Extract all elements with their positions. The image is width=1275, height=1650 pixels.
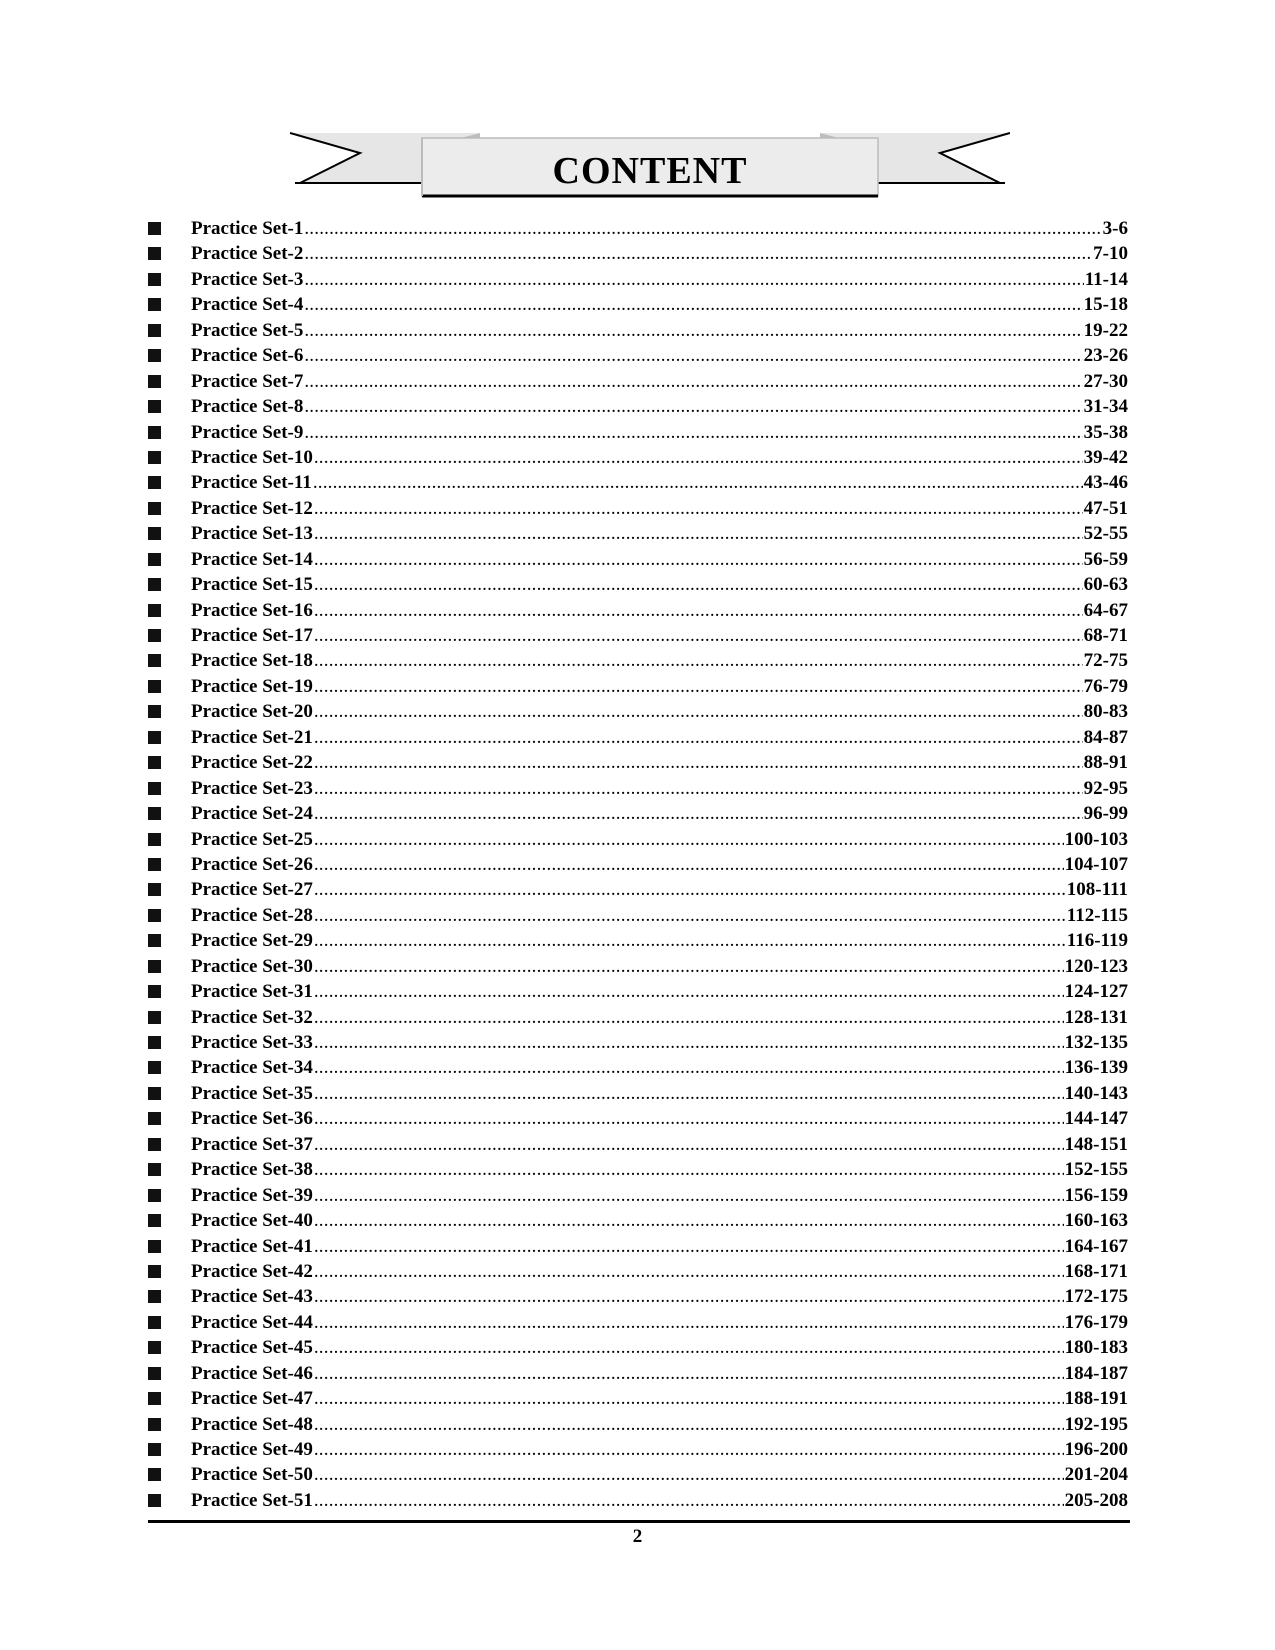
- square-bullet-icon: [148, 578, 161, 591]
- square-bullet-icon: [148, 756, 161, 769]
- toc-entry-label: Practice Set-31: [191, 981, 313, 1003]
- square-bullet-icon: [148, 629, 161, 642]
- toc-entry-label: Practice Set-20: [191, 701, 313, 723]
- square-bullet-icon: [148, 222, 161, 235]
- dot-leader: [304, 292, 1082, 317]
- dot-leader: [314, 572, 1083, 597]
- toc-entry: [148, 1157, 1128, 1182]
- square-bullet-icon: [148, 476, 161, 489]
- square-bullet-icon: [148, 705, 161, 718]
- toc-entry-pages: 72-75: [1083, 650, 1128, 672]
- toc-entry-label: Practice Set-49: [191, 1439, 313, 1460]
- square-bullet-icon: [148, 324, 161, 337]
- toc-entry-label: Practice Set-50: [191, 1464, 313, 1486]
- dot-leader: [314, 547, 1083, 572]
- toc-entry-label: Practice Set-37: [191, 1133, 313, 1155]
- toc-entry-pages: 116-119: [1066, 930, 1128, 952]
- toc-entry-pages: 100-103: [1064, 828, 1128, 850]
- dot-leader: [304, 394, 1082, 419]
- dot-leader: [314, 1361, 1064, 1386]
- dot-leader: [314, 1488, 1064, 1513]
- toc-entry-pages: 156-159: [1064, 1184, 1128, 1206]
- dot-leader: [314, 827, 1064, 852]
- square-bullet-icon: [148, 1341, 161, 1354]
- toc-entry-label: Practice Set-40: [191, 1210, 313, 1232]
- toc-entry: [148, 852, 1128, 877]
- square-bullet-icon: [148, 1316, 161, 1329]
- toc-entry-label: Practice Set-10: [191, 446, 313, 468]
- toc-entry-label: Practice Set-32: [191, 1006, 313, 1028]
- toc-entry-label: Practice Set-41: [191, 1235, 313, 1257]
- dot-leader: [314, 674, 1083, 699]
- square-bullet-icon: [148, 883, 161, 896]
- square-bullet-icon: [148, 1494, 161, 1507]
- toc-entry-label: Practice Set-25: [191, 828, 313, 850]
- toc-entry: [148, 928, 1128, 953]
- toc-entry-label: Practice Set-21: [191, 726, 313, 748]
- dot-leader: [314, 1030, 1064, 1055]
- toc-entry-pages: 160-163: [1064, 1210, 1128, 1232]
- square-bullet-icon: [148, 451, 161, 464]
- toc-entry-pages: 96-99: [1083, 803, 1128, 825]
- toc-entry: [148, 1183, 1128, 1208]
- dot-leader: [314, 1462, 1064, 1487]
- toc-entry: [148, 1132, 1128, 1157]
- toc-entry-pages: 180-183: [1064, 1337, 1128, 1359]
- toc-entry: [148, 776, 1128, 801]
- dot-leader: [314, 877, 1066, 902]
- toc-entry: [148, 827, 1128, 852]
- toc-entry: [148, 725, 1128, 750]
- square-bullet-icon: [148, 604, 161, 617]
- toc-entry-label: Practice Set-23: [191, 777, 313, 799]
- toc-entry-label: Practice Set-9: [191, 421, 304, 443]
- dot-leader: [313, 470, 1083, 495]
- toc-entry-pages: 132-135: [1064, 1032, 1128, 1053]
- toc-entry: [148, 1208, 1128, 1233]
- toc-entry: [148, 1488, 1128, 1513]
- dot-leader: [314, 1234, 1064, 1259]
- toc-entry-label: Practice Set-35: [191, 1082, 313, 1104]
- square-bullet-icon: [148, 1418, 161, 1431]
- square-bullet-icon: [148, 1036, 161, 1049]
- dot-leader: [314, 648, 1083, 673]
- square-bullet-icon: [148, 1443, 161, 1456]
- square-bullet-icon: [148, 1189, 161, 1202]
- toc-entry-label: Practice Set-48: [191, 1413, 313, 1435]
- square-bullet-icon: [148, 985, 161, 998]
- toc-entry: [148, 521, 1128, 546]
- toc-entry-pages: 136-139: [1064, 1057, 1128, 1079]
- toc-entry: [148, 318, 1128, 343]
- toc-entry: [148, 267, 1128, 292]
- toc-entry-pages: 188-191: [1064, 1388, 1128, 1410]
- toc-entry: [148, 241, 1128, 266]
- toc-entry: [148, 954, 1128, 979]
- square-bullet-icon: [148, 807, 161, 820]
- toc-entry-label: Practice Set-30: [191, 955, 313, 977]
- toc-entry: [148, 1462, 1128, 1487]
- dot-leader: [314, 1259, 1064, 1284]
- dot-leader: [304, 318, 1082, 343]
- dot-leader: [314, 1081, 1064, 1106]
- dot-leader: [314, 1106, 1064, 1131]
- toc-entry-pages: 60-63: [1083, 574, 1128, 596]
- toc-entry: [148, 394, 1128, 419]
- toc-entry: [148, 1234, 1128, 1259]
- toc-entry-pages: 52-55: [1083, 523, 1128, 545]
- dot-leader: [314, 1132, 1064, 1157]
- toc-entry-label: Practice Set-42: [191, 1260, 313, 1282]
- toc-entry-pages: 164-167: [1064, 1235, 1128, 1257]
- dot-leader: [304, 216, 1101, 241]
- toc-entry-pages: 47-51: [1083, 497, 1128, 519]
- dot-leader: [304, 241, 1092, 266]
- dot-leader: [314, 1335, 1064, 1360]
- toc-entry: [148, 1335, 1128, 1360]
- square-bullet-icon: [148, 1468, 161, 1481]
- dot-leader: [304, 343, 1082, 368]
- toc-entry: [148, 420, 1128, 445]
- toc-entry-pages: 112-115: [1066, 904, 1128, 926]
- content-banner: [290, 128, 1010, 208]
- table-of-contents: [148, 216, 1128, 1513]
- square-bullet-icon: [148, 426, 161, 439]
- toc-entry: [148, 598, 1128, 623]
- square-bullet-icon: [148, 1367, 161, 1380]
- square-bullet-icon: [148, 1265, 161, 1278]
- dot-leader: [314, 1412, 1064, 1437]
- square-bullet-icon: [148, 1087, 161, 1100]
- dot-leader: [314, 445, 1083, 470]
- square-bullet-icon: [148, 1392, 161, 1405]
- dot-leader: [304, 420, 1082, 445]
- toc-entry: [148, 1386, 1128, 1411]
- toc-entry-pages: 144-147: [1064, 1108, 1128, 1130]
- dot-leader: [314, 979, 1064, 1004]
- toc-entry-label: Practice Set-34: [191, 1057, 313, 1079]
- toc-entry-label: Practice Set-2: [191, 243, 304, 265]
- toc-entry-pages: 27-30: [1083, 370, 1128, 392]
- dot-leader: [314, 1437, 1064, 1462]
- square-bullet-icon: [148, 502, 161, 515]
- toc-entry-label: Practice Set-8: [191, 396, 304, 418]
- dot-leader: [314, 1005, 1064, 1030]
- square-bullet-icon: [148, 553, 161, 566]
- toc-entry-label: Practice Set-51: [191, 1489, 313, 1511]
- toc-entry: [148, 369, 1128, 394]
- toc-entry-pages: 192-195: [1064, 1413, 1128, 1435]
- toc-entry-pages: 76-79: [1083, 675, 1128, 697]
- toc-entry-label: Practice Set-6: [191, 345, 304, 367]
- toc-entry: [148, 801, 1128, 826]
- toc-entry: [148, 623, 1128, 648]
- dot-leader: [314, 776, 1083, 801]
- toc-entry-pages: 205-208: [1064, 1489, 1128, 1511]
- dot-leader: [314, 623, 1083, 648]
- toc-entry-pages: 172-175: [1064, 1286, 1128, 1308]
- square-bullet-icon: [148, 960, 161, 973]
- toc-entry: [148, 496, 1128, 521]
- footer-divider: [148, 1520, 1130, 1523]
- page-number: 2: [632, 1526, 643, 1547]
- dot-leader: [314, 1310, 1064, 1335]
- dot-leader: [314, 750, 1083, 775]
- square-bullet-icon: [148, 1214, 161, 1227]
- toc-entry-pages: 68-71: [1083, 625, 1128, 646]
- toc-entry: [148, 1310, 1128, 1335]
- toc-entry-pages: 23-26: [1083, 345, 1128, 367]
- toc-entry-pages: 80-83: [1083, 701, 1128, 723]
- square-bullet-icon: [148, 1011, 161, 1024]
- toc-entry-label: Practice Set-36: [191, 1108, 313, 1130]
- toc-entry-pages: 168-171: [1064, 1260, 1128, 1282]
- toc-entry-label: Practice Set-39: [191, 1184, 313, 1206]
- toc-entry-label: Practice Set-17: [191, 625, 313, 646]
- square-bullet-icon: [148, 782, 161, 795]
- toc-entry: [148, 1030, 1128, 1055]
- square-bullet-icon: [148, 833, 161, 846]
- toc-entry-pages: 56-59: [1083, 548, 1128, 570]
- toc-entry-label: Practice Set-29: [191, 930, 313, 952]
- toc-entry-pages: 201-204: [1064, 1464, 1128, 1486]
- toc-entry-label: Practice Set-38: [191, 1159, 313, 1181]
- toc-entry-pages: 15-18: [1083, 294, 1128, 316]
- dot-leader: [314, 928, 1066, 953]
- toc-entry-label: Practice Set-3: [191, 268, 304, 290]
- toc-entry-label: Practice Set-16: [191, 599, 313, 621]
- dot-leader: [314, 521, 1083, 546]
- toc-entry-label: Practice Set-18: [191, 650, 313, 672]
- toc-entry-pages: 152-155: [1064, 1159, 1128, 1181]
- toc-entry-pages: 19-22: [1083, 319, 1128, 341]
- square-bullet-icon: [148, 1240, 161, 1253]
- square-bullet-icon: [148, 527, 161, 540]
- toc-entry-pages: 184-187: [1064, 1362, 1128, 1384]
- square-bullet-icon: [148, 654, 161, 667]
- toc-entry-pages: 120-123: [1064, 955, 1128, 977]
- dot-leader: [314, 699, 1083, 724]
- toc-entry-pages: 39-42: [1083, 446, 1128, 468]
- toc-entry-pages: 124-127: [1064, 981, 1128, 1003]
- toc-entry-label: Practice Set-7: [191, 370, 304, 392]
- toc-entry-label: Practice Set-46: [191, 1362, 313, 1384]
- square-bullet-icon: [148, 375, 161, 388]
- toc-entry: [148, 572, 1128, 597]
- toc-entry: [148, 292, 1128, 317]
- toc-entry: [148, 903, 1128, 928]
- toc-entry: [148, 877, 1128, 902]
- square-bullet-icon: [148, 247, 161, 260]
- toc-entry-label: Practice Set-13: [191, 523, 313, 545]
- toc-entry-label: Practice Set-43: [191, 1286, 313, 1308]
- page-title: CONTENT: [552, 150, 748, 192]
- toc-entry-label: Practice Set-47: [191, 1388, 313, 1410]
- toc-entry-label: Practice Set-11: [191, 472, 312, 494]
- toc-entry: [148, 750, 1128, 775]
- toc-entry-pages: 3-6: [1102, 218, 1128, 239]
- toc-entry-label: Practice Set-45: [191, 1337, 313, 1359]
- toc-entry-label: Practice Set-14: [191, 548, 313, 570]
- toc-entry-pages: 92-95: [1083, 777, 1128, 799]
- toc-entry: [148, 1361, 1128, 1386]
- toc-entry: [148, 674, 1128, 699]
- toc-entry-pages: 148-151: [1064, 1133, 1128, 1155]
- square-bullet-icon: [148, 934, 161, 947]
- toc-entry-label: Practice Set-28: [191, 904, 313, 926]
- toc-entry-pages: 104-107: [1064, 853, 1128, 875]
- toc-entry-pages: 31-34: [1083, 396, 1128, 418]
- toc-entry: [148, 648, 1128, 673]
- dot-leader: [314, 1055, 1064, 1080]
- square-bullet-icon: [148, 909, 161, 922]
- toc-entry: [148, 1081, 1128, 1106]
- square-bullet-icon: [148, 1138, 161, 1151]
- square-bullet-icon: [148, 1112, 161, 1125]
- toc-entry-label: Practice Set-44: [191, 1311, 313, 1333]
- toc-entry: [148, 1005, 1128, 1030]
- toc-entry-label: Practice Set-5: [191, 319, 304, 341]
- toc-entry: [148, 216, 1128, 241]
- square-bullet-icon: [148, 298, 161, 311]
- square-bullet-icon: [148, 680, 161, 693]
- toc-entry-pages: 196-200: [1064, 1439, 1128, 1460]
- toc-entry-label: Practice Set-4: [191, 294, 304, 316]
- toc-entry-pages: 88-91: [1083, 752, 1128, 774]
- dot-leader: [304, 369, 1082, 394]
- toc-entry-label: Practice Set-33: [191, 1032, 313, 1053]
- toc-entry-label: Practice Set-26: [191, 853, 313, 875]
- toc-entry: [148, 1106, 1128, 1131]
- square-bullet-icon: [148, 349, 161, 362]
- toc-entry-pages: 43-46: [1083, 472, 1128, 494]
- toc-entry: [148, 1259, 1128, 1284]
- square-bullet-icon: [148, 400, 161, 413]
- square-bullet-icon: [148, 858, 161, 871]
- dot-leader: [314, 496, 1083, 521]
- dot-leader: [314, 598, 1083, 623]
- dot-leader: [314, 1284, 1064, 1309]
- toc-entry-pages: 7-10: [1093, 243, 1128, 265]
- toc-entry-label: Practice Set-27: [191, 879, 313, 901]
- toc-entry-label: Practice Set-19: [191, 675, 313, 697]
- square-bullet-icon: [148, 1290, 161, 1303]
- dot-leader: [314, 725, 1083, 750]
- toc-entry-pages: 108-111: [1066, 879, 1128, 901]
- square-bullet-icon: [148, 731, 161, 744]
- toc-entry: [148, 1412, 1128, 1437]
- toc-entry: [148, 1437, 1128, 1462]
- dot-leader: [314, 801, 1083, 826]
- dot-leader: [314, 1183, 1064, 1208]
- dot-leader: [314, 852, 1064, 877]
- dot-leader: [314, 1157, 1064, 1182]
- toc-entry: [148, 1055, 1128, 1080]
- toc-entry-pages: 128-131: [1064, 1006, 1128, 1028]
- toc-entry-pages: 35-38: [1083, 421, 1128, 443]
- toc-entry-pages: 11-14: [1084, 268, 1128, 290]
- toc-entry: [148, 343, 1128, 368]
- toc-entry-label: Practice Set-22: [191, 752, 313, 774]
- toc-entry: [148, 979, 1128, 1004]
- toc-entry-label: Practice Set-24: [191, 803, 313, 825]
- toc-entry: [148, 445, 1128, 470]
- toc-entry-pages: 140-143: [1064, 1082, 1128, 1104]
- dot-leader: [314, 1208, 1064, 1233]
- toc-entry-pages: 84-87: [1083, 726, 1128, 748]
- dot-leader: [314, 903, 1066, 928]
- toc-entry-pages: 176-179: [1064, 1311, 1128, 1333]
- toc-entry-label: Practice Set-12: [191, 497, 313, 519]
- toc-entry: [148, 470, 1128, 495]
- toc-entry: [148, 547, 1128, 572]
- toc-entry: [148, 699, 1128, 724]
- square-bullet-icon: [148, 273, 161, 286]
- square-bullet-icon: [148, 1163, 161, 1176]
- toc-entry-label: Practice Set-15: [191, 574, 313, 596]
- dot-leader: [314, 954, 1064, 979]
- toc-entry: [148, 1284, 1128, 1309]
- dot-leader: [304, 267, 1083, 292]
- dot-leader: [314, 1386, 1064, 1411]
- toc-entry-label: Practice Set-1: [191, 218, 304, 239]
- square-bullet-icon: [148, 1061, 161, 1074]
- toc-entry-pages: 64-67: [1083, 599, 1128, 621]
